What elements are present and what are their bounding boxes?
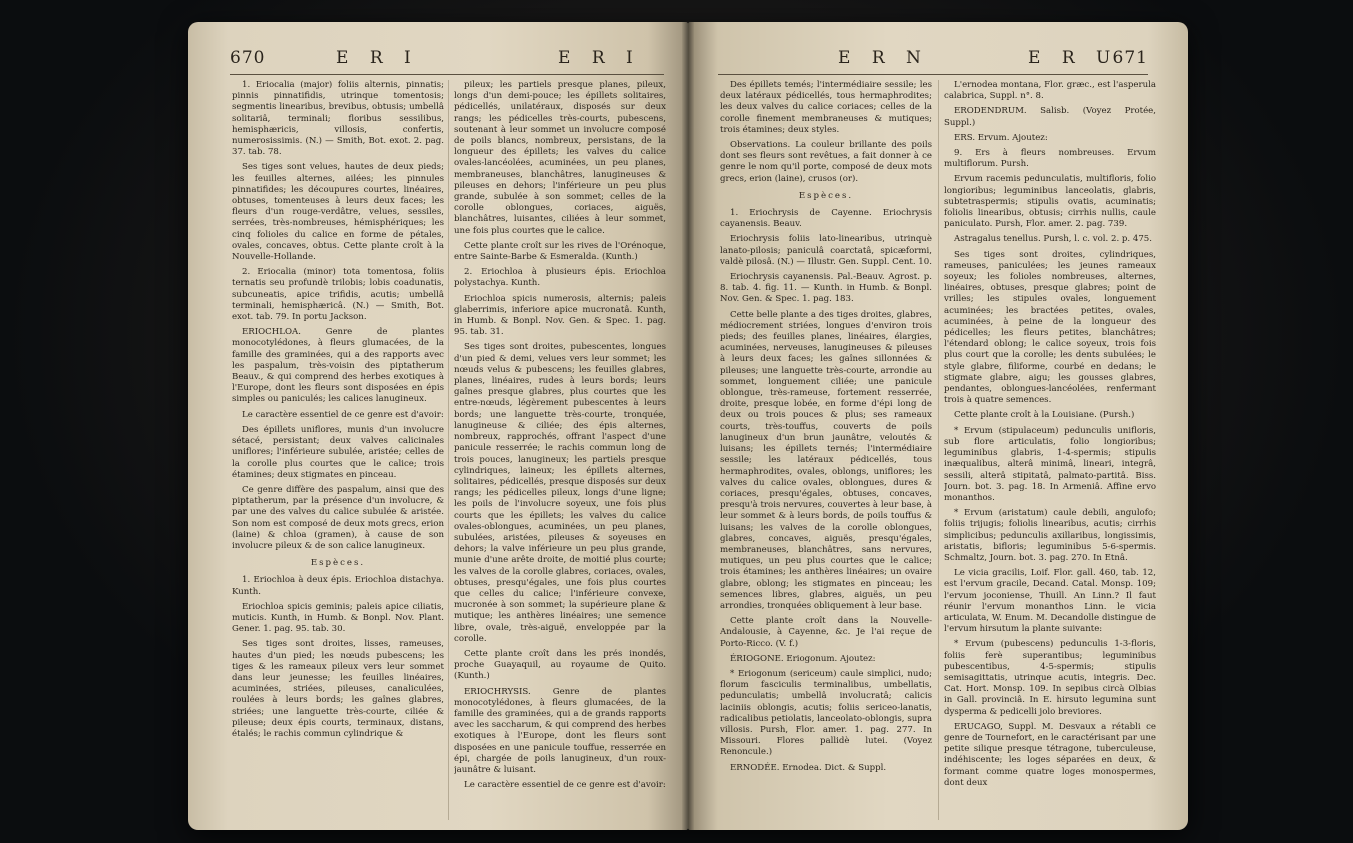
paragraph: Espèces.	[798, 190, 854, 201]
paragraph: Cette plante croît dans les prés inondés, proche Guayaquil, au royaume de Quito. (Kunth.)	[454, 648, 666, 682]
paragraph: Cette plante croît sur les rives de l'Orénoque, entre Sainte-Barbe & Esmeralda. (Kunth.)	[454, 240, 666, 263]
left-page	[188, 22, 688, 830]
paragraph: 1. Eriochloa à deux épis. Eriochloa distachya. Kunth.	[232, 575, 444, 597]
paragraph: Ervum racemis pedunculatis, multifloris, folio longioribus; leguminibus lanceolatis, glabris, subtetraspermis; stipulis ovatis, acuminatis; foliolis linearibus, obtusis; cirrhis nullis, caule paniculato. Pursh, Flor. amer. 2. pag. 739.	[944, 174, 1156, 230]
paragraph: Eriochrysis foliis lato-linearibus, utrinquè lanato-pilosis; paniculâ coarctatâ, spicæformi, valdè pilosâ. (N.) — Illustr. Gen. Suppl. Cent. 10.	[720, 234, 932, 267]
paragraph: 2. Eriochloa à plusieurs épis. Eriochloa polystachya. Kunth.	[454, 267, 666, 289]
paragraph: ERODENDRUM. Salisb. (Voyez Protée, Suppl.)	[944, 106, 1156, 128]
paragraph: Des épillets temés; l'intermédiaire sessile; les deux latéraux pédicellés, tous hermaphrodites; les deux valves du calice coriaces; celles de la corolle finement membraneuses & mutiques; trois étamines; deux styles.	[720, 80, 932, 135]
paragraph: 1. Eriochrysis de Cayenne. Eriochrysis cayanensis. Beauv.	[720, 208, 932, 230]
paragraph: Eriochloa spicis geminis; paleis apice ciliatis, muticis. Kunth, in Humb. & Bonpl. Nov. Plant. Gener. 1. pag. 95. tab. 30.	[232, 601, 444, 635]
right-column-1	[720, 80, 932, 820]
paragraph: Cette plante croît à la Louisiane. (Pursh.)	[954, 410, 1135, 421]
paragraph: Le caractère essentiel de ce genre est d'avoir:	[242, 409, 444, 420]
paragraph: 9. Ers à fleurs nombreuses. Ervum multiflorum. Pursh.	[944, 148, 1156, 170]
paragraph: ÉRIOGONE. Eriogonum. Ajoutez:	[730, 653, 876, 664]
paragraph: Ses tiges sont droites, cylindriques, rameuses, paniculées; les jeunes rameaux soyeux; les folioles nombreuses, alternes, linéaires, obtuses, presque glabres; point de vrilles; les stipules ovales, longuement acuminées; les bractées petites, ovales, acuminées, à peine de la longueur des pédicelles; les fleurs petites, blanchâtres; l'étendard oblong; le calice soyeux, trois fois plus court que la corolle; les dents subulées; le style glabre, filiforme, courbé en dedans; le stigmate glabre, aigu; les gousses glabres, pendantes, oblongues-lancéolées, renfermant trois à quatre semences.	[944, 249, 1156, 406]
paragraph: ERNODÉE. Ernodea. Dict. & Suppl.	[730, 762, 887, 773]
paragraph: Ce genre diffère des paspalum, ainsi que des piptatherum, par la présence d'un involucre, & par une des valves du calice subulée & aristée. Son nom est composé de deux mots grecs, erion (laine) & chloa (gramen), à cause de son involucre pileux & de son calice lanugineux.	[232, 484, 444, 551]
paragraph: Eriochloa spicis numerosis, alternis; paleis glaberrimis, inferiore apice mucronatâ. Kunth, in Humb. & Bonpl. Nov. Gen. & Spec. 1. pag. 95. tab. 31.	[454, 293, 666, 338]
paragraph: Ses tiges sont droites, lisses, rameuses, hautes d'un pied; les nœuds pubescens; les tiges & les rameaux pileux vers leur sommet dans leur jeunesse; les feuilles linéaires, acuminées, striées, pileuses, canaliculées, roulées à leurs bords; les gaînes glabres, striées; une languette très-courte, ciliée & pileuse; deux épis courts, terminaux, distans, étalés; le rachis commun cylindrique &	[232, 639, 444, 739]
paragraph: Des épillets uniflores, munis d'un involucre sétacé, persistant; deux valves calicinales uniflores; l'inférieure subulée, aristée; celles de la corolle plus courtes que le calice; trois étamines; deux stigmates en pinceau.	[232, 424, 444, 480]
left-header-rule	[230, 74, 664, 75]
paragraph: pileux; les partiels presque planes, pileux, longs d'un demi-pouce; les épillets solitaires, pédicellés, unilatéraux, disposés sur deux rangs; les pédicelles très-courts, pubescens, soutenant à leur sommet un involucre composé de poils blancs, nombreux, persistans, de la longueur des épillets; les valves du calice ovales-lancéolées, acuminées, un peu planes, membraneuses, blanchâtres, lanugineuses & pileuses en dehors; l'inférieure un peu plus grande, subulée à son sommet; celles de la corolle oblongues, coriaces, aiguës, blanchâtres, luisantes, ciliées à leur sommet, une fois plus courtes que le calice.	[454, 80, 666, 236]
left-column-2	[454, 80, 666, 820]
paragraph: Cette belle plante a des tiges droites, glabres, médiocrement striées, longues d'environ trois pieds; des feuilles planes, linéaires, élargies, acuminées, nerveuses, lanugineuses & pileuses à leurs deux faces; les gaînes sillonnées & pileuses; une languette très-courte, arrondie au sommet, longuement ciliée; une panicule oblongue, très-rameuse, fortement resserrée, droite, presque lobée, en forme d'épi long de deux ou trois pouces & plus; ses rameaux courts, très-touffus, couverts de poils lanugineux d'un brun jaunâtre, veloutés & luisans; les épillets ternés; l'intermédiaire sessile; les latéraux pédicellés, tous hermaphrodites, ovales, oblongs, uniflores; les valves du calice ovales, oblongues, dures & coriaces, presqu'égales, obtuses, concaves, presqu'à trois nervures, couvertes à leur base, à leur sommet & à leurs bords, de poils touffus & luisans; les valves de la corolle oblongues, glabres, concaves, aiguës, presqu'égales, membraneuses, blanchâtres, sans nervures, mutiques, un peu plus courtes que le calice; trois étamines; les anthères linéaires; un ovaire glabre, oblong; les stigmates en pinceau; les semences libres, glabres, aiguës, un peu arrondies, tronquées obliquement à leur base.	[720, 309, 932, 611]
paragraph: 1. Eriocalia (major) foliis alternis, pinnatis; pinnis pinnatifidis, utrinque tomentosis; segmentis linearibus, brevibus, obtusis; umbellâ solitariâ, terminali; floribus sessilibus, hemisphæricis, villosis, confertis, numerosissimis. (N.) — Smith, Bot. exot. 2. pag. 37. tab. 78.	[232, 80, 444, 158]
open-book	[188, 22, 1188, 830]
left-running-head	[218, 48, 658, 70]
paragraph: * Eriogonum (sericeum) caule simplici, nudo; florum fasciculis terminalibus, umbellatis, pedunculatis; umbellâ involucratâ; calicis laciniis oblongis, acutis; foliis sericeo-lanatis, radicalibus petiolatis, lanceolato-oblongis, supra villosis. Pursh, Flor. amer. 1. pag. 277. In Missouri. Flores pallidè lutei. (Voyez Renoncule.)	[720, 668, 932, 758]
left-page-number: 670	[230, 48, 266, 68]
paragraph: Espèces.	[310, 558, 366, 569]
left-column-1	[232, 80, 444, 820]
right-column-2	[944, 80, 1156, 820]
book-spine	[682, 22, 694, 830]
paragraph: L'ernodea montana, Flor. græc., est l'asperula calabrica, Suppl. n°. 8.	[944, 80, 1156, 102]
paragraph: Le caractère essentiel de ce genre est d'avoir:	[464, 780, 666, 791]
paragraph: Ses tiges sont velues, hautes de deux pieds; les feuilles alternes, ailées; les pinnules pinnatifides; les découpures courtes, linéaires, obtuses, tomenteuses à leurs deux faces; les fleurs d'un rouge-verdâtre, velues, sessiles, serrées, très-nombreuses, hémisphériques; les cinq folioles du calice en forme de pétales, ovales, concaves, obtus. Cette plante croît à la Nouvelle-Hollande.	[232, 162, 444, 263]
right-page	[688, 22, 1188, 830]
paragraph: Le vicia gracilis, Loif. Flor. gall. 460, tab. 12, est l'ervum gracile, Decand. Catal. Monsp. 109; l'ervum joconiense, Thuill. An Linn.? Il faut réunir l'ervum monanthos Linn. le vicia articulata, W. Enum. M. Decandolle distingue de l'ervum hirsutum la plante suivante:	[944, 568, 1156, 635]
right-page-number: 671	[1112, 48, 1148, 68]
right-column-divider	[938, 80, 939, 820]
paragraph: * Ervum (aristatum) caule debili, angulofo; foliis trijugis; foliolis linearibus, acutis; cirrhis simplicibus; pedunculis axillaribus, longissimis, aristatis, bifloris; leguminibus 5-6-spermis. Schmaltz, Journ. bot. 3. pag. 270. In Etnâ.	[944, 508, 1156, 563]
paragraph: Cette plante croît dans la Nouvelle-Andalousie, à Cayenne, &c. Je l'ai reçue de Porto-Ricco. (V. f.)	[720, 616, 932, 649]
paragraph: ERS. Ervum. Ajoutez:	[954, 132, 1048, 143]
paragraph: * Ervum (pubescens) pedunculis 1-3-floris, foliis ferè superantibus; leguminibus pubescentibus, 4-5-spermis; stipulis semisagittatis, utrinque acutis, integris. Dec. Cat. Hort. Monsp. 109. In sepibus circà Olbias in Gall. provinciâ. In E. hirsuto legumina sunt dysperma & pedicelli jolo breviores.	[944, 639, 1156, 717]
paragraph: Ses tiges sont droites, pubescentes, longues d'un pied & demi, velues vers leur sommet; les nœuds velus & pubescens; les feuilles glabres, planes, linéaires, rudes à leurs bords; leurs gaînes presque glabres, plus courtes que les entre-nœuds, légèrement pubescentes à leurs bords; une languette très-courte, tronquée, lanugineuse & ciliée; des épis alternes, nombreux, rapprochés, offrant l'aspect d'une panicule resserrée; le rachis commun long de trois pouces, lanugineux; les partiels presque cylindriques, laineux; les épillets alternes, solitaires, pédicellés, presque disposés sur deux rangs; les pédicelles pileux, longs d'une ligne; les poils de l'involucre soyeux, une fois plus courts que les épillets; les valves du calice ovales-oblongues, acuminées, un peu planes, subulées, aristées, pileuses & soyeuses en dehors; la valve inférieure un peu plus grande, munie d'une arête droite, de moitié plus courte; les valves de la corolle glabres, coriaces, ovales, obtuses, presqu'égales, une fois plus courtes que celles du calice; l'inférieure convexe, mucronée à son sommet; la supérieure plane & mutique; les anthères linéaires; une semence libre, ovale, très-aiguë, enveloppée par la corolle.	[454, 342, 666, 644]
paragraph: * Ervum (stipulaceum) pedunculis unifloris, sub flore articulatis, folio longioribus; leguminibus glabris, 1-4-spermis; stipulis inæqualibus, alterâ minimâ, lineari, integrâ, sessili, alterâ stipitatâ, palmato-partitâ. Biss. Journ. bot. 3. pag. 18. In Armeniâ. Affine ervo monanthos.	[944, 425, 1156, 503]
right-heading-1: E R N	[838, 48, 929, 68]
paragraph: Observations. La couleur brillante des poils dont ses fleurs sont revêtues, a fait donner à ce genre le nom qu'il porte, composé de deux mots grecs, erion (laine), crusos (or).	[720, 140, 932, 184]
right-header-rule	[718, 74, 1148, 75]
left-heading-2: E R I	[558, 48, 641, 68]
paragraph: ERIOCHRYSIS. Genre de plantes monocotylédones, à fleurs glumacées, de la famille des graminées, qui a de grands rapports avec les saccharum, & qui comprend des herbes exotiques à l'Europe, dont les fleurs sont disposées en une panicule touffue, resserrée en épi, chargée de poils lanugineux, d'un roux-jaunâtre & luisant.	[454, 686, 666, 775]
paragraph: ERUCAGO, Suppl. M. Desvaux a rétabli ce genre de Tournefort, en le caractérisant par une petite silique presque tétragone, tuberculeuse, indéhiscente; les loges séparées en deux, & formant comme quatre loges monospermes, dont deux	[944, 721, 1156, 788]
right-heading-2: E R U	[1028, 48, 1119, 68]
paragraph: 2. Eriocalia (minor) tota tomentosa, foliis ternatis seu profundè trilobis; lobis coadunatis, subcuneatis, apice trifidis, acutis; umbellâ terminali, hemisphæricâ. (N.) — Smith, Bot. exot. tab. 79. In portu Jackson.	[232, 267, 444, 323]
paragraph: Astragalus tenellus. Pursh, l. c. vol. 2. p. 475.	[954, 234, 1153, 245]
left-heading-1: E R I	[336, 48, 419, 68]
left-column-divider	[448, 80, 449, 820]
right-running-head	[718, 48, 1158, 70]
paragraph: Eriochrysis cayanensis. Pal.-Beauv. Agrost. p. 8. tab. 4. fig. 11. — Kunth. in Humb. & Bonpl. Nov. Gen. & Spec. 1. pag. 183.	[720, 272, 932, 305]
paragraph: ERIOCHLOA. Genre de plantes monocotylédones, à fleurs glumacées, de la famille des graminées, qui a des rapports avec les paspalum, très-voisin des piptatherum Beauv., & qui comprend des herbes exotiques à l'Europe, dont les fleurs sont disposées en épis simples ou paniculés; les calices lanugineux.	[232, 327, 444, 405]
